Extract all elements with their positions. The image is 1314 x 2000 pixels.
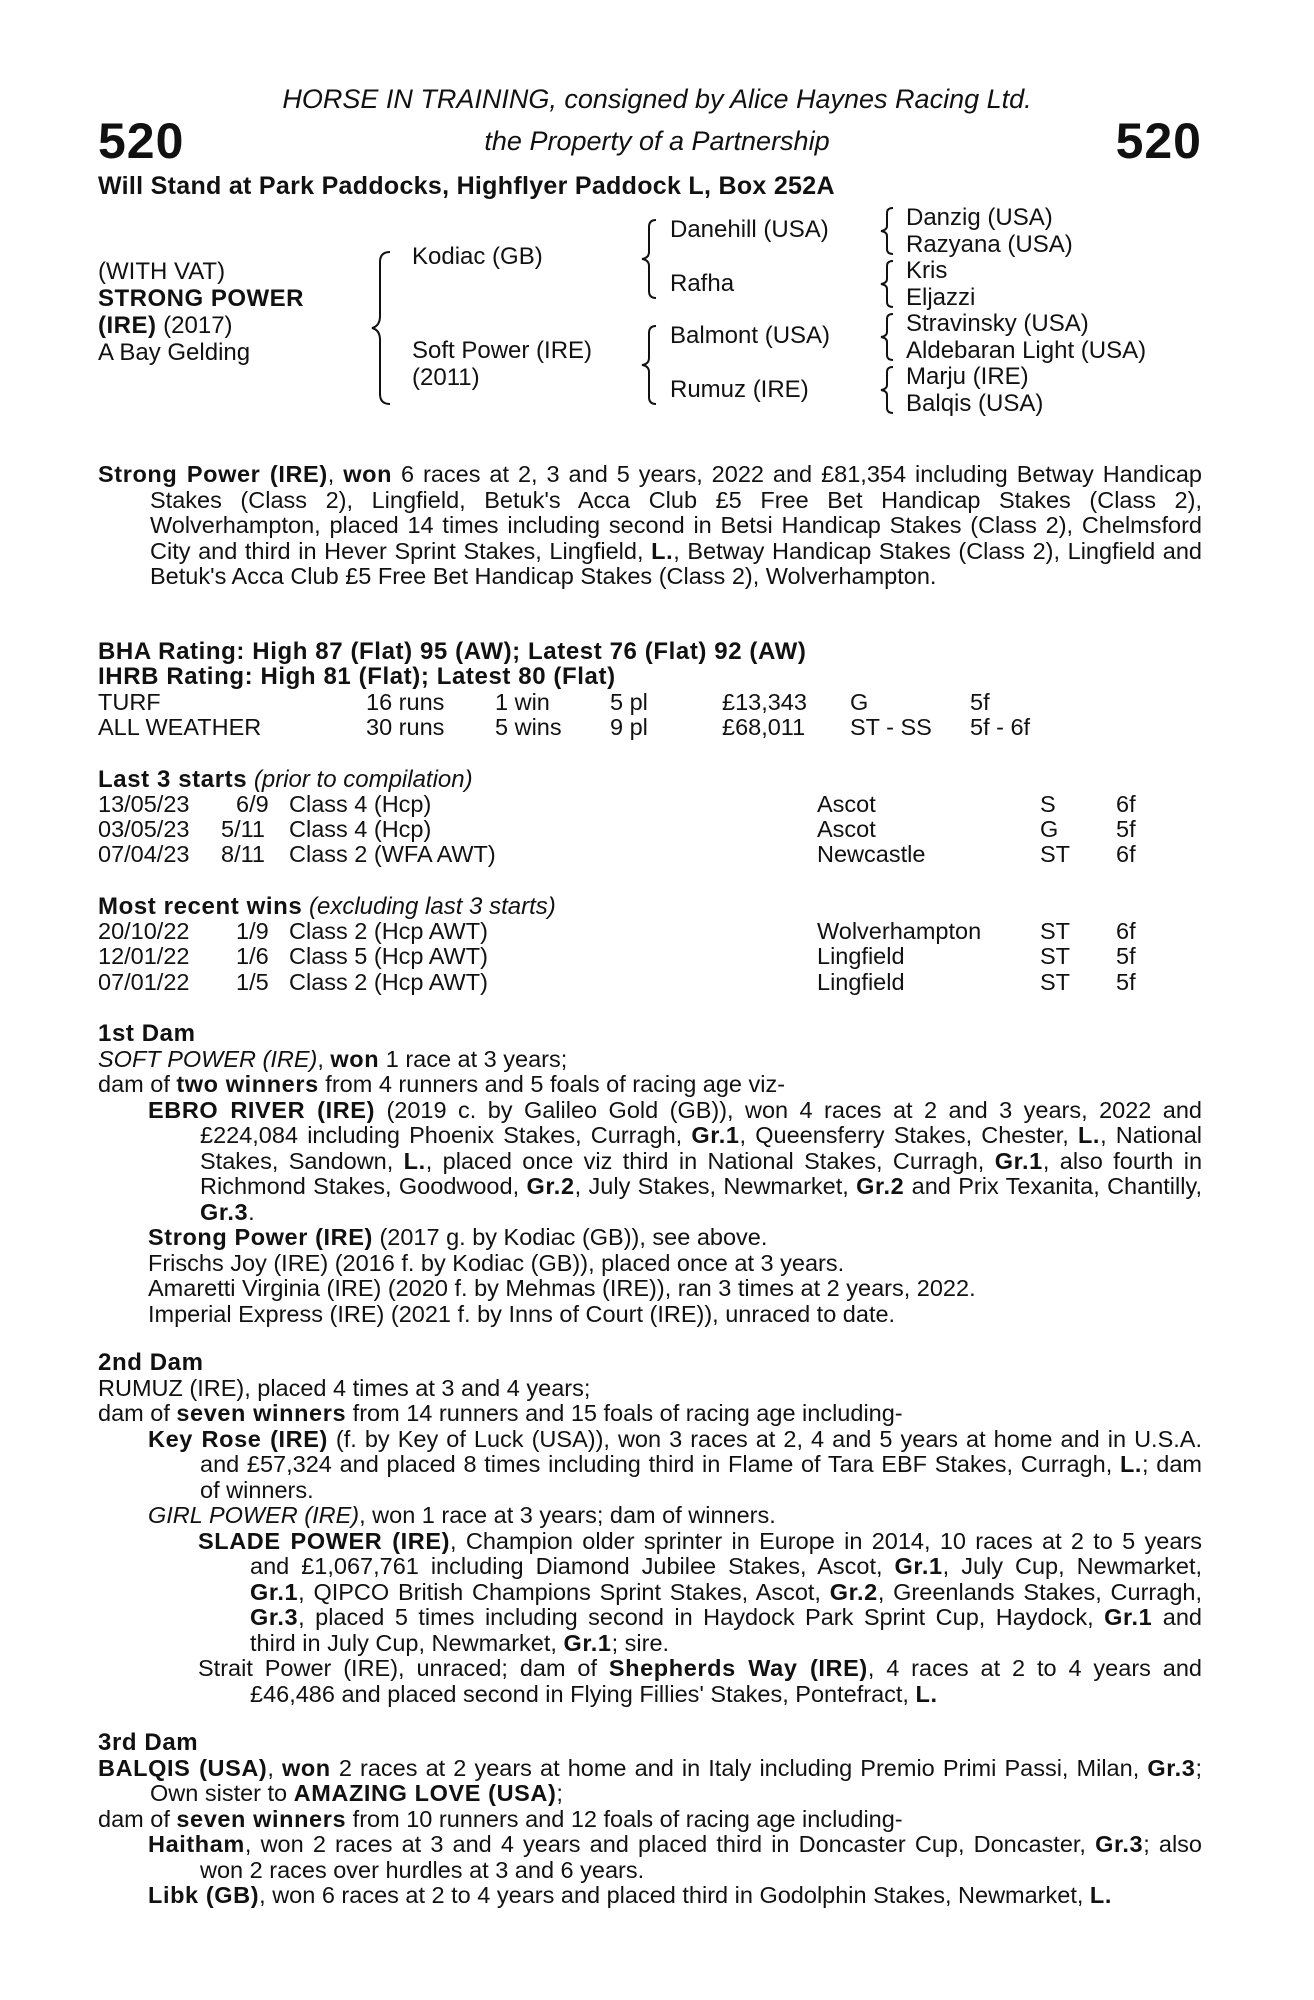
ped-sds: Kris (906, 257, 948, 284)
progeny-strait-power: Strait Power (IRE), unraced; dam of Shepherds Way (IRE), 4 races at 2 to 4 years and £46,486 and placed second in Flying Fillies' Stakes, Pontefract, L. (198, 1655, 1202, 1707)
last-starts-heading: Last 3 starts (prior to compilation) (98, 766, 473, 793)
last-start-row: 13/05/23 6/9 Class 4 (Hcp) Ascot S 6f (98, 791, 1136, 817)
third-dam-section: 3rd Dam BALQIS (USA), won 2 races at 2 years at home and in Italy including Premio Primi Passi, Milan, Gr.3; Own sister to AMAZING LOVE (USA); dam of seven winners from 10 runners and 12 foals of racing age including- Haitham, won 2 races at 3 and 4 years and placed third in Doncaster Cup, Doncaster, Gr.3; also won 2 races over hurdles at 3 and 6 years. Libk (GB), won 6 races at 2 to 4 years and placed third in Godolphin Stakes, Newmarket, L. (98, 1729, 1203, 1908)
progeny-ebro-river: EBRO RIVER (IRE) (2019 c. by Galileo Gold (GB)), won 4 races at 2 and 3 years, 2022 and £224,084 including Phoenix Stakes, Curragh, Gr.1, Queensferry Stakes, Chester, L., National Stakes, Sandown, L., placed once viz third in National Stakes, Curragh, Gr.1, also fourth in Richmond Stakes, Goodwood, Gr.2, July Stakes, Newmarket, Gr.2 and Prix Texanita, Chantilly, Gr.3. (148, 1096, 1203, 1225)
first-dam-section: 1st Dam SOFT POWER (IRE), won 1 race at 3 years; dam of two winners from 4 runners and 5 foals of racing age viz- EBRO RIVER (IRE) (2019 c. by Galileo Gold (GB)), won 4 races at 2 and 3 years, 2022 and £224,084 including Phoenix Stakes, Curragh, Gr.1, Queensferry Stakes, Chester, L., National Stakes, Sandown, L., placed once viz third in National Stakes, Curragh, Gr.1, also fourth in Richmond Stakes, Goodwood, Gr.2, July Stakes, Newmarket, Gr.2 and Prix Texanita, Chantilly, Gr.3. Strong Power (IRE) (2017 g. by Kodiac (GB)), see above. Frischs Joy (IRE) (2016 f. by Kodiac (GB)), placed once at 3 years. Amaretti Virginia (IRE) (2020 f. by Mehmas (IRE)), ran 3 times at 2 years, 2022. Imperial Express (IRE) (2021 f. by Inns of Court (IRE)), unraced to date. (98, 1020, 1203, 1327)
progeny-strong-power: Strong Power (IRE) (2017 g. by Kodiac (GB)), see above. (148, 1224, 768, 1250)
horse-name-line2: (IRE) (2017) (98, 312, 233, 339)
progeny-amaretti: Amaretti Virginia (IRE) (2020 f. by Mehmas (IRE)), ran 3 times at 2 years, 2022. (148, 1275, 976, 1301)
record-row-aw: ALL WEATHER 30 runs 5 wins 9 pl £68,011 ST - SS 5f - 6f (98, 714, 1031, 740)
vat-label: (WITH VAT) (98, 258, 226, 285)
second-dam-heading: 2nd Dam (98, 1349, 204, 1376)
progeny-key-rose: Key Rose (IRE) (f. by Key of Luck (USA)), won 3 races at 2, 4 and 5 years at home and in U.S.A. and £57,324 and placed 8 times including third in Flame of Tara EBF Stakes, Curragh, L.; dam of winners. (148, 1425, 1203, 1503)
pedigree-brace-4 (880, 365, 896, 415)
progeny-imperial: Imperial Express (IRE) (2021 f. by Inns of Court (IRE)), unraced to date. (148, 1300, 896, 1327)
lot-number-right: 520 (1115, 113, 1202, 169)
ped-sss: Danzig (USA) (906, 204, 1053, 231)
consignor-line: HORSE IN TRAINING, consigned by Alice Haynes Racing Ltd. (282, 84, 1032, 114)
progeny-slade-power: SLADE POWER (IRE), Champion older sprinter in Europe in 2014, 10 races at 2 to 5 years and £1,067,761 including Diamond Jubilee Stakes, Ascot, Gr.1, July Cup, Newmarket, Gr.1, QIPCO British Champions Sprint Stakes, Ascot, Gr.2, Greenlands Stakes, Curragh, Gr.3, placed 5 times including second in Haydock Park Sprint Cup, Haydock, Gr.1 and third in July Cup, Newmarket, Gr.1; sire. (198, 1527, 1203, 1656)
ped-sdd: Eljazzi (906, 284, 976, 311)
ped-dds: Marju (IRE) (906, 363, 1029, 390)
progeny-haitham: Haitham, won 2 races at 3 and 4 years and placed third in Doncaster Cup, Doncaster, Gr.3; also won 2 races over hurdles at 3 and 6 years. (148, 1831, 1203, 1883)
pedigree-brace-2 (880, 259, 896, 309)
record-row-turf: TURF 16 runs 1 win 5 pl £13,343 G 5f (98, 689, 990, 715)
sire-sire: Danehill (USA) (670, 216, 829, 243)
pedigree-brace-1 (880, 206, 896, 256)
dam-dam: Rumuz (IRE) (670, 376, 809, 403)
ped-ddd: Balqis (USA) (906, 390, 1044, 417)
ped-ssd: Razyana (USA) (906, 231, 1073, 258)
ped-dss: Stravinsky (USA) (906, 310, 1089, 337)
last-start-row: 03/05/23 5/11 Class 4 (Hcp) Ascot G 5f (98, 816, 1136, 842)
third-dam-heading: 3rd Dam (98, 1729, 199, 1756)
sire-dam: Rafha (670, 270, 735, 297)
pedigree-brace-sire-dam (370, 248, 394, 408)
recent-win-row: 20/10/22 1/9 Class 2 (Hcp AWT) Wolverhampton ST 6f (98, 918, 1136, 944)
race-summary: Strong Power (IRE), won 6 races at 2, 3 and 5 years, 2022 and £81,354 including Betway Handicap Stakes (Class 2), Lingfield, Betuk's Acca Club £5 Free Bet Handicap Stakes (Class 2), Wolverhampton, placed 14 times including second in Betsi Handicap Stakes (Class 2), Chelmsford City and third in Hever Sprint Stakes, Lingfield, L., Betway Handicap Stakes (Class 2), Lingfield and Betuk's Acca Club £5 Free Bet Handicap Stakes (Class 2), Wolverhampton. (98, 461, 1202, 589)
second-dam-section: 2nd Dam RUMUZ (IRE), placed 4 times at 3 and 4 years; dam of seven winners from 14 runners and 15 foals of racing age including- Key Rose (IRE) (f. by Key of Luck (USA)), won 3 races at 2, 4 and 5 years at home and in U.S.A. and £57,324 and placed 8 times including third in Flame of Tara EBF Stakes, Curragh, L.; dam of winners. GIRL POWER (IRE), won 1 race at 3 years; dam of winners. SLADE POWER (IRE), Champion older sprinter in Europe in 2014, 10 races at 2 to 5 years and £1,067,761 including Diamond Jubilee Stakes, Ascot, Gr.1, July Cup, Newmarket, Gr.1, QIPCO British Champions Sprint Stakes, Ascot, Gr.2, Greenlands Stakes, Curragh, Gr.3, placed 5 times including second in Haydock Park Sprint Cup, Haydock, Gr.1 and third in July Cup, Newmarket, Gr.1; sire. Strait Power (IRE), unraced; dam of Shepherds Way (IRE), 4 races at 2 to 4 years and £46,486 and placed second in Flying Fillies' Stakes, Pontefract, L. (98, 1349, 1203, 1707)
sire: Kodiac (GB) (412, 243, 543, 270)
progeny-girl-power: GIRL POWER (IRE), won 1 race at 3 years; dam of winners. (148, 1502, 776, 1528)
pedigree-brace-sire-line (640, 218, 660, 300)
horse-description: A Bay Gelding (98, 339, 251, 366)
pedigree-brace-dam-line (640, 324, 660, 406)
bha-rating: BHA Rating: High 87 (Flat) 95 (AW); Latest 76 (Flat) 92 (AW) (98, 638, 807, 665)
lot-number-left: 520 (98, 113, 185, 169)
horse-name-line1: STRONG POWER (98, 285, 305, 312)
property-line: the Property of a Partnership (484, 126, 830, 156)
recent-wins-heading: Most recent wins (excluding last 3 starts) (98, 893, 556, 920)
first-dam-heading: 1st Dam (98, 1020, 196, 1047)
dam-year: (2011) (412, 364, 480, 391)
stand-location: Will Stand at Park Paddocks, Highflyer Paddock L, Box 252A (98, 172, 835, 200)
recent-win-row: 12/01/22 1/6 Class 5 (Hcp AWT) Lingfield ST 5f (98, 943, 1136, 969)
last-start-row: 07/04/23 8/11 Class 2 (WFA AWT) Newcastle ST 6f (98, 841, 1136, 867)
pedigree-brace-3 (880, 312, 896, 362)
dam: Soft Power (IRE) (412, 337, 593, 364)
progeny-frischs-joy: Frischs Joy (IRE) (2016 f. by Kodiac (GB)), placed once at 3 years. (148, 1249, 845, 1276)
recent-win-row: 07/01/22 1/5 Class 2 (Hcp AWT) Lingfield ST 5f (98, 969, 1136, 995)
progeny-libk: Libk (GB), won 6 races at 2 to 4 years and placed third in Godolphin Stakes, Newmarket, L. (148, 1882, 1113, 1908)
ihrb-rating: IHRB Rating: High 81 (Flat); Latest 80 (Flat) (98, 663, 616, 690)
ped-dsd: Aldebaran Light (USA) (906, 337, 1147, 364)
dam-sire: Balmont (USA) (670, 322, 831, 349)
